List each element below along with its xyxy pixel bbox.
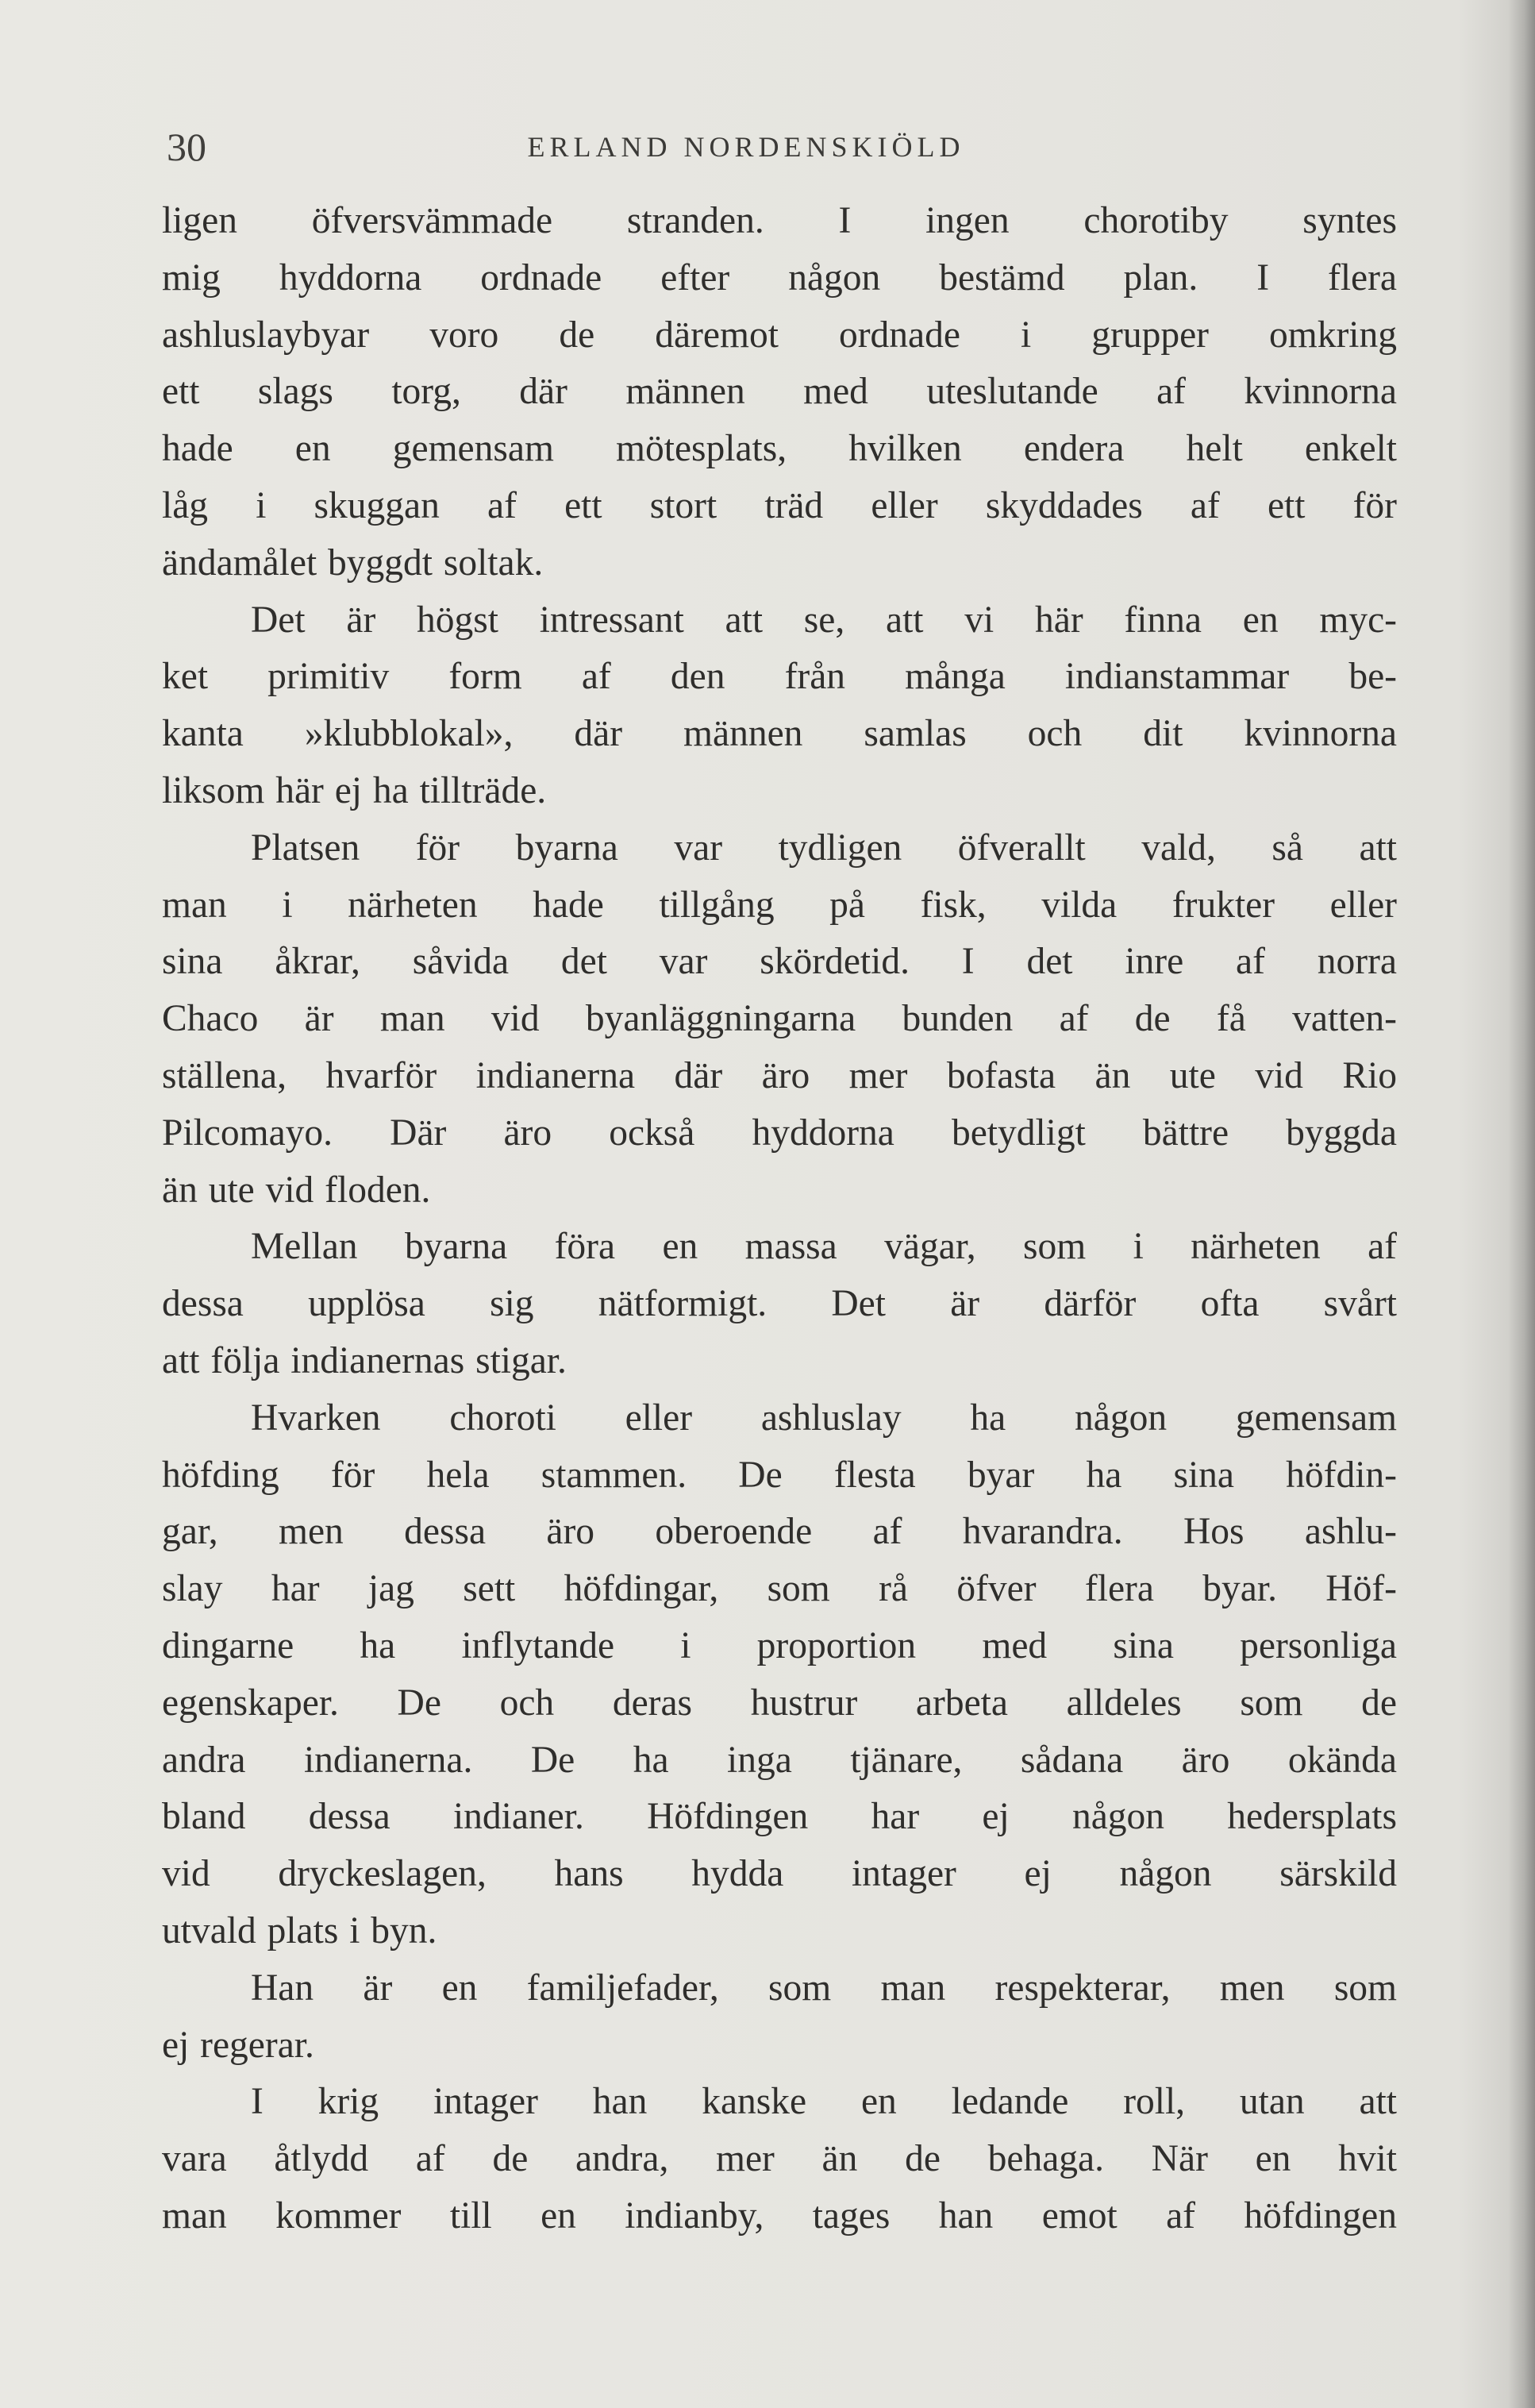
page-number: 30 [167, 125, 206, 169]
text-line: Det är högst intressant att se, att vi här finna en myc- [251, 599, 1397, 641]
text-line: Chaco är man vid byanläggningarna bunden af de få vatten- [162, 998, 1397, 1040]
text-line: kanta »klubblokal», där männen samlas och dit kvinnorna [162, 713, 1397, 755]
text-line: Mellan byarna föra en massa vägar, som i närheten af [251, 1226, 1397, 1268]
text-line: ket primitiv form af den från många indianstammar be- [162, 656, 1397, 698]
text-line: låg i skuggan af ett stort träd eller skyddades af ett för [162, 484, 1397, 526]
text-line: höfding för hela stammen. De flesta byar ha sina höfdin- [162, 1454, 1397, 1496]
text-line: hade en gemensam mötesplats, hvilken endera helt enkelt [162, 428, 1397, 470]
text-line: än ute vid floden. [162, 1169, 431, 1211]
text-line: ett slags torg, där männen med uteslutande af kvinnorna [162, 371, 1397, 413]
text-line: utvald plats i byn. [162, 1909, 437, 1951]
text-line: liksom här ej ha tillträde. [162, 769, 547, 811]
running-title: ERLAND NORDENSKIÖLD [527, 131, 965, 163]
text-line: andra indianerna. De ha inga tjänare, sådana äro okända [162, 1739, 1397, 1781]
text-line: dingarne ha inflytande i proportion med sina personliga [162, 1624, 1397, 1666]
text-line: slay har jag sett höfdingar, som rå öfver flera byar. Höf- [162, 1568, 1397, 1610]
text-line: egenskaper. De och deras hustrur arbeta alldeles som de [162, 1682, 1397, 1724]
text-line: dessa upplösa sig nätformigt. Det är därför ofta svårt [162, 1283, 1397, 1325]
text-line: man i närheten hade tillgång på fisk, vilda frukter eller [162, 884, 1397, 926]
text-line: Han är en familjefader, som man respekterar, men som [251, 1967, 1397, 2009]
text-line: ställena, hvarför indianerna där äro mer bofasta än ute vid Rio [162, 1054, 1397, 1096]
text-line: gar, men dessa äro oberoende af hvarandra. Hos ashlu- [162, 1511, 1397, 1553]
text-line: Platsen för byarna var tydligen öfverallt vald, så att [251, 826, 1397, 869]
page-edge-shadow [1508, 0, 1535, 2408]
text-line: ashluslaybyar voro de däremot ordnade i grupper omkring [162, 314, 1397, 356]
text-line: ligen öfversvämmade stranden. I ingen chorotiby syntes [162, 200, 1397, 241]
text-line: man kommer till en indianby, tages han emot af höfdingen [162, 2194, 1397, 2237]
text-line: Hvarken choroti eller ashluslay ha någon gemensam [251, 1397, 1397, 1439]
body-text [162, 193, 1397, 2245]
text-line: att följa indianernas stigar. [162, 1339, 567, 1381]
text-line: ändamålet byggdt soltak. [162, 541, 544, 584]
text-line: mig hyddorna ordnade efter någon bestämd plan. I flera [162, 256, 1397, 299]
text-line: bland dessa indianer. Höfdingen har ej någon hedersplats [162, 1796, 1397, 1838]
text-line: I krig intager han kanske en ledande roll, utan att [251, 2081, 1397, 2123]
text-line: ej regerar. [162, 2024, 314, 2066]
running-header [0, 119, 1535, 175]
text-line: vid dryckeslagen, hans hydda intager ej någon särskild [162, 1853, 1397, 1895]
text-line: sina åkrar, såvida det var skördetid. I det inre af norra [162, 941, 1397, 983]
text-line: vara åtlydd af de andra, mer än de behaga. När en hvit [162, 2138, 1397, 2180]
text-line: Pilcomayo. Där äro också hyddorna betydligt bättre byggda [162, 1112, 1397, 1154]
